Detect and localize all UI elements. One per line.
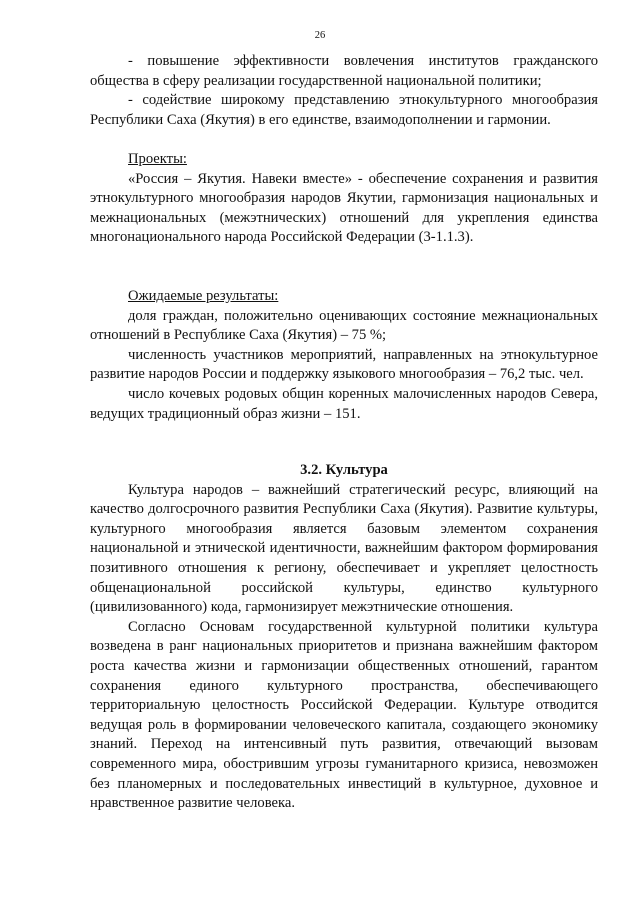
results-section xyxy=(90,287,598,424)
culture-paragraph-2: Согласно Основам государственной культурной политики культура возведена в ранг национальных приоритетов и признана важнейшим фактором роста качества жизни и гармонизации общественных отношений, гарантом сохранения единого культурного пространства, обеспечивающего территориальную целостность Российской Федерации. Культуре отводится ведущая роль в формировании человеческого капитала, создающего экономику знаний. Переход на интенсивный путь развития, отвечающий вызовам современного мира, обострившим угрозы гуманитарного кризиса, невозможен без планомерных и последовательных инвестиций в культурное, духовное и нравственное развитие человека. xyxy=(90,618,598,812)
culture-section xyxy=(90,461,598,814)
result-item-1: доля граждан, положительно оценивающих состояние межнациональных отношений в Республике Саха (Якутия) – 75 %; xyxy=(90,307,598,344)
intro-item-2: - содействие широкому представлению этнокультурного многообразия Республики Саха (Якутия) в его единстве, взаимодополнении и гармонии. xyxy=(90,92,598,128)
result-item-2: численность участников мероприятий, направленных на этнокультурное развитие народов России и поддержку языкового многообразия – 76,2 тыс. чел. xyxy=(90,346,598,383)
projects-text: «Россия – Якутия. Навеки вместе» - обеспечение сохранения и развития этнокультурного многообразия народов Якутии, гармонизация национальных и межнациональных (межэтнических) отношений для укрепления единства многонационального народа Российской Федерации (3-1.1.3). xyxy=(90,170,598,246)
intro-section xyxy=(90,52,598,130)
projects-heading: Проекты: xyxy=(128,151,187,167)
projects-section xyxy=(90,150,598,248)
intro-item-1: - повышение эффективности вовлечения институтов гражданского общества в сферу реализации государственной национальной политики; xyxy=(90,53,598,89)
page-number: 26 xyxy=(314,30,326,41)
culture-paragraph-1: Культура народов – важнейший стратегический ресурс, влияющий на качество долгосрочного развития Республики Саха (Якутия). Развитие культуры, культурного многообразия является базовым элементом сохранения национальной и этнической идентичности, важнейшим фактором формирования позитивного отношения к региону, обеспечивает и укрепляет целостность общенациональной российской культуры, единство культурного (цивилизованного) кода, гармонизирует межэтнические отношения. xyxy=(90,481,598,616)
result-item-3: число кочевых родовых общин коренных малочисленных народов Севера, ведущих традиционный образ жизни – 151. xyxy=(90,385,598,422)
results-heading: Ожидаемые результаты: xyxy=(128,288,279,304)
section-heading-culture: 3.2. Культура xyxy=(300,462,388,478)
